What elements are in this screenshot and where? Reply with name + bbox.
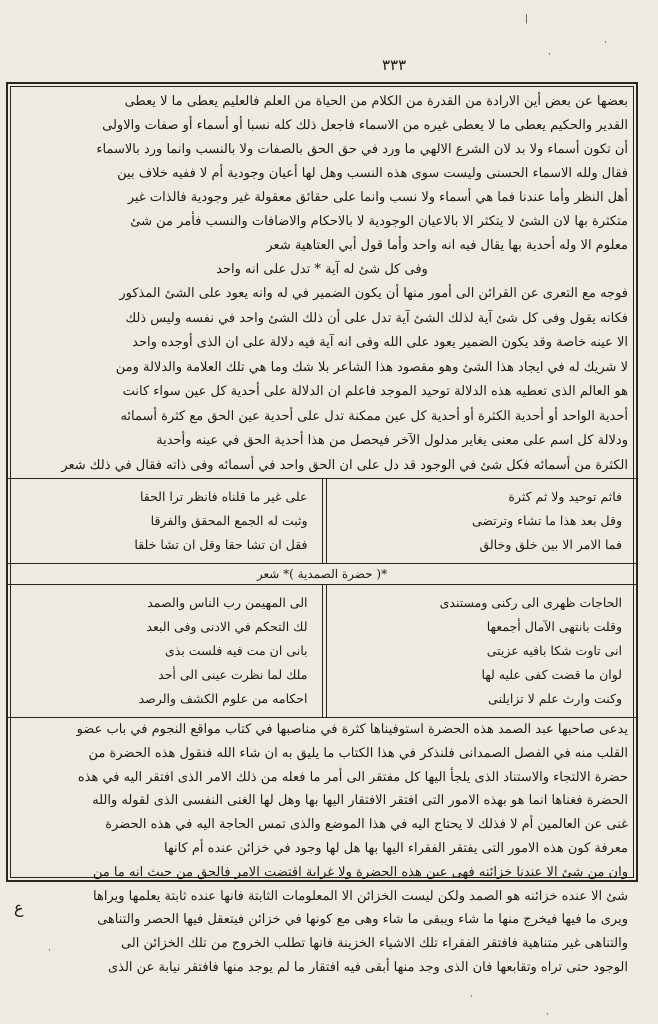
text-line: معلوم الا وله أحدية بها يقال فيه انه واحد وأما قول أبي العتاهية شعر [266, 238, 628, 253]
poem-right-column [323, 479, 637, 563]
section-heading: *( حضرة الصمدية )* شعر [256, 567, 388, 581]
catchword: ع [14, 898, 24, 917]
text-line: أحدية الواحد أو أحدية الكثرة أو أحدية كل عين ممكنة تدل على أحدية عين الحق مع كثرة أسمائه [120, 408, 628, 424]
verse: وكنت وارث علم لا تزايلنى [488, 691, 622, 706]
page-number: ٣٣٣ [382, 56, 407, 74]
text-line: ودلالة كل اسم على معنى يغاير مدلول الآخر فيحصل من هذا أحدية الحق في عينه وأحدية [156, 433, 628, 448]
paragraph-2 [16, 282, 628, 478]
verse: على غير ما قلناه فانظر ترا الحقا [139, 489, 308, 504]
verse: ملك لما نظرت عينى الى أحد [158, 667, 308, 682]
text-line: شئ الا عنده خزائنه هو الصمد ولكن ليست الخزائن الا المعلومات الثابتة فانها عنده ثابتة يعلمها ويراها [93, 888, 628, 904]
text-line: ويرى ما فيها فيخرج منها ما شاء ويبقى ما شاء وهى مع كونها في خزائن فيتعقل فيها الحصر والتناهى [97, 912, 628, 928]
verse-line: وفى كل شئ له آية * تدل على انه واحد [216, 262, 428, 277]
text-line: متكثرة بها لان الشئ لا يتكثر الا بالاعيان الوجودية لا بالاحكام والاضافات والنسب فأمر من شئ [130, 214, 628, 229]
text-line: وان من شئ الا عندنا خزائنه فهى عين هذه الحضرة ولا غرابة اقتضت الامر فالحق من حيث انه ما من [92, 864, 628, 880]
text-line: فقال ولله الاسماء الحسنى وليست سوى هذه النسب وهل لها أعيان وجودية أم لا ففيه خلاف بين [117, 166, 628, 181]
paragraph-3 [16, 718, 628, 980]
text-line: فوجه مع التعرى عن القرائن الى أمور منها أن يكون الضمير في له وانه يعود على الشئ المذكور [119, 286, 628, 301]
text-line: بعضها عن بعض أين الارادة من القدرة من الكلام من الحياة من العلم فالعليم يعطى ما لا يعطى [124, 94, 628, 109]
text-line: حضرة الالتجاء والاستناد الذى يلجأ اليها كل مفتقر الى أمر ما فعله من ذلك الامر الذى افتقر اليه في هذه [77, 769, 628, 785]
text-line: لا شريك له في ايجاد هذا الشئ وهو مقصود هذا الشاعر بلا شك وما هي تلك العلامة والدلالة ومن [115, 359, 628, 375]
column-divider [322, 479, 323, 563]
verse: لوان ما قضت كفى عليه لها [481, 667, 622, 682]
paragraph-1 [16, 90, 628, 282]
verse: وقل بعد هذا ما تشاء وترتضى [471, 513, 622, 528]
verse: الى المهيمن رب الناس والصمد [147, 595, 308, 610]
poem-right-column [323, 585, 637, 717]
verse: وقلت بانتهى الآمال أجمعها [486, 619, 622, 634]
verse: لك التحكم في الادنى وفى البعد [146, 619, 308, 634]
verse: انى تاوت شكا بافيه عزيتى [486, 643, 622, 658]
text-line: فكانه يقول وفى كل شئ آية لذلك الشئ آية تدل على أن ذلك الشئ واحد في نفسه وليس ذلك [125, 310, 628, 326]
poem-left-column [8, 585, 322, 717]
verse: احكامه من علوم الكشف والرصد [138, 691, 308, 706]
text-line: غنى عن العالمين أم لا فذلك لا يحتاج اليه في هذا الموضع والذى تمس الحاجة اليه في هذه الحضرة [105, 817, 628, 833]
verse: فما الامر الا بين خلق وخالق [479, 537, 622, 552]
column-divider [322, 585, 323, 717]
text-line: الوجود حتى تراه وتقابعها فان الذى وجد منها أبقى فيه افتقار ما لم يوجد منها فافتقر نيابة عن الذى [107, 959, 628, 975]
verse: الحاجات ظهرى الى ركنى ومستندى [439, 595, 622, 610]
verse: بانى ان مت فيه فلست بذى [165, 643, 308, 658]
text-line: معرفة كون هذه الامور التى يفتقر الفقراء اليها بها هل لها وجود في خزائن عنده أم كانها [164, 840, 628, 856]
text-line: هو العالم الذى تعطيه هذه الدلالة توحيد الموجد فاعلم ان الدلالة على أحدية كل عين سواء كانت [122, 384, 628, 399]
text-line: الكثرة من أسمائه فكل شئ في الوجود قد دل على ان الحق واحد في أسمائه وفى ذاته فقال في ذلك شعر [61, 457, 628, 473]
text-line: أن تكون أسماء ولا بد لان الشرع الالهي ما ورد في حق الحق بالصفات ولا بالنسب وانما ورد بالاسماء [96, 142, 628, 157]
text-line: الا عينه خاصة وقد يكون الضمير يعود على الله وفى انه آية فيه دلالة على ان الذى أوجده واحد [132, 335, 628, 350]
text-line: يدعى صاحبها عبد الصمد هذه الحضرة استوفيناها كثرة في مناصبها في كتاب مواقع النجوم في باب عضو [76, 722, 628, 737]
text-line: القلب منه في الفصل الصمدانى فلنذكر في هذا الكتاب ما يليق به ان شاء الله فنقول هذه الحضرة من [88, 745, 628, 761]
poem-left-column [8, 479, 322, 563]
poem-box-1 [8, 478, 636, 564]
verse: فاثم توحيد ولا ثم كثرة [508, 489, 622, 504]
poem-box-2 [8, 584, 636, 718]
verse: فقل ان تشا حقا وقل ان تشا خلقا [134, 537, 308, 552]
verse: وثبت له الجمع المحقق والفرقا [150, 513, 308, 528]
page-body [16, 90, 628, 975]
text-frame [6, 82, 638, 975]
text-line: والتناهى غير متناهية فافتقر الفقراء تلك الاشياء الخزينة فانها تطلب الخروج من تلك الخزائن الى [120, 936, 628, 952]
text-line: الحضرة فغناها انما هو بهذه الامور التى افتقر الافتقار اليها بها وهل لها الغنى النفسى الذى لقوله والله [92, 793, 628, 809]
text-line: أهل النظر وأما عندنا فما هي أسماء ولا نسب وانما على حقائق معقولة غير وجودية فالذات غير [127, 190, 628, 205]
text-line: القدير والحكيم يعطى ما لا يعطى غيره من الاسماء فاجعل ذلك كله نسبا أو أسماء أو صفات والاولى [102, 118, 628, 133]
